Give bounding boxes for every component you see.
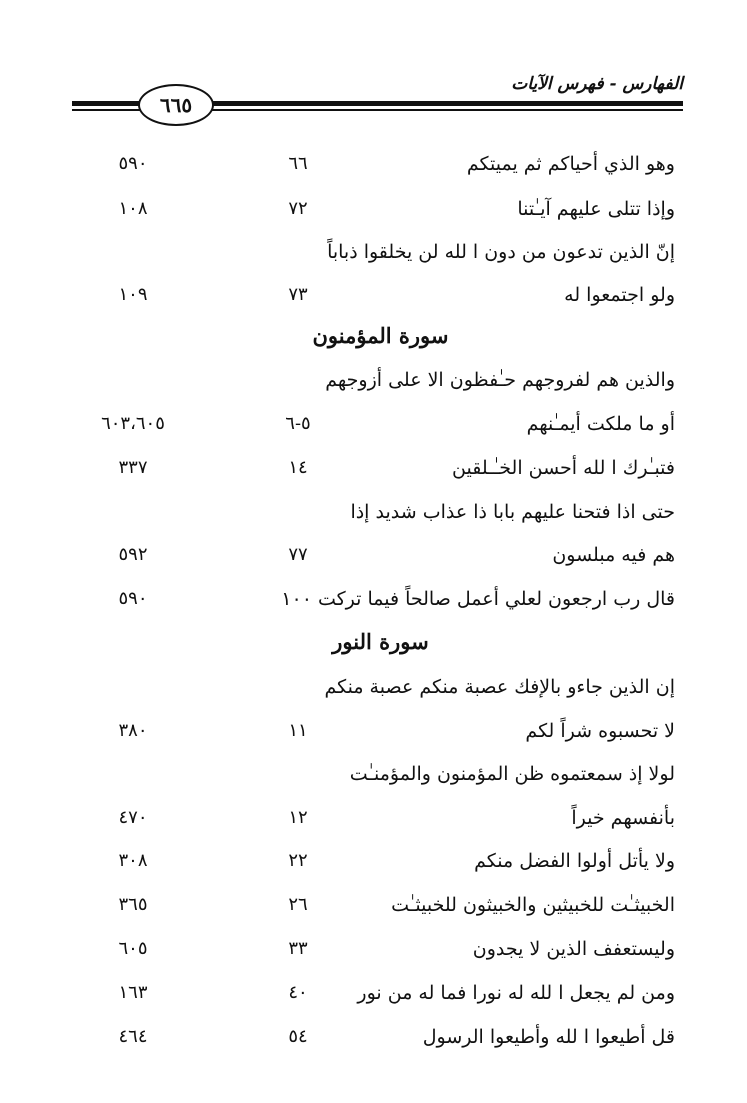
ayah-number: ١١ <box>288 720 308 741</box>
ayah-number: ٣٣ <box>288 938 308 959</box>
ayah-number: ٦٦ <box>288 153 308 174</box>
ayah-number: ٥-٦ <box>285 413 311 434</box>
page-reference: ٤٦٤ <box>118 1026 148 1047</box>
ayah-number: ٤٠ <box>288 982 308 1003</box>
verse-text: قل أطيعوا ا لله وأطيعوا الرسول <box>422 1026 675 1048</box>
list-item <box>0 541 747 581</box>
list-item <box>0 281 747 321</box>
list-item <box>0 498 747 538</box>
verse-text: حتى اذا فتحنا عليهم بابا ذا عذاب شديد إذا <box>350 501 675 523</box>
verse-text: لا تحسبوه شراً لكم <box>525 720 675 742</box>
page-number: ٦٦٥ <box>159 93 193 117</box>
page-reference: ٣٠٨ <box>118 850 148 871</box>
verse-text: ولا يأتل أولوا الفضل منكم <box>474 850 675 872</box>
list-item <box>0 366 747 406</box>
verse-text: لولا إذ سمعتموه ظن المؤمنون والمؤمنـٰت <box>349 763 675 785</box>
list-item <box>0 673 747 713</box>
page-reference: ١٠٩ <box>118 284 148 305</box>
surah-title: سورة النور <box>332 629 429 654</box>
verse-text: والذين هم لفروجهم حـٰفظون الا على أزوجهم <box>325 369 675 391</box>
list-item <box>0 410 747 450</box>
verse-text: أو ما ملكت أيمـٰنهم <box>526 413 675 435</box>
ayah-number: ٧٢ <box>288 198 308 219</box>
verse-text: ومن لم يجعل ا لله له نورا فما له من نور <box>357 982 675 1004</box>
verse-text: وهو الذي أحياكم ثم يميتكم <box>466 153 675 175</box>
verse-text: الخبيثـٰت للخبيثين والخبيثون للخبيثـٰت <box>391 894 675 916</box>
page-reference: ٤٧٠ <box>118 807 148 828</box>
list-item <box>0 195 747 235</box>
list-item <box>0 1023 747 1063</box>
list-item <box>0 585 747 625</box>
page-number-badge <box>138 84 214 126</box>
list-item <box>0 935 747 975</box>
ayah-number: ١٢ <box>288 807 308 828</box>
surah-heading <box>0 628 747 668</box>
page-reference: ٥٩٢ <box>118 544 148 565</box>
list-item <box>0 979 747 1019</box>
verse-text: بأنفسهم خيراً <box>571 807 675 829</box>
page-reference: ١٠٨ <box>118 198 148 219</box>
page-reference: ٣٦٥ <box>118 894 148 915</box>
ayah-number: ٧٣ <box>288 284 308 305</box>
surah-heading <box>0 322 747 362</box>
ayah-number: ٥٤ <box>288 1026 308 1047</box>
page-reference: ٥٩٠ <box>118 153 148 174</box>
verse-text: إن الذين جاءو بالإفك عصبة منكم عصبة منكم <box>324 676 675 698</box>
page-reference: ٣٣٧ <box>118 457 148 478</box>
page-reference: ٦٠٥ <box>118 938 148 959</box>
list-item <box>0 891 747 931</box>
list-item <box>0 760 747 800</box>
list-item <box>0 804 747 844</box>
verse-text: قال رب ارجعون لعلي أعمل صالحاً فيما تركت ١٠٠ <box>281 588 675 610</box>
verse-text: هم فيه مبلسون <box>552 544 675 566</box>
page-reference: ٦٠٣،٦٠٥ <box>101 413 165 434</box>
list-item <box>0 454 747 494</box>
verse-text: وليستعفف الذين لا يجدون <box>472 938 675 960</box>
page-reference: ٣٨٠ <box>118 720 148 741</box>
ayah-number: ١٤ <box>288 457 308 478</box>
ayah-number: ٧٧ <box>288 544 308 565</box>
header-title: الفهارس - فهرس الآيات <box>511 74 683 94</box>
list-item <box>0 238 747 278</box>
list-item <box>0 717 747 757</box>
verse-text: فتبـٰرك ا لله أحسن الخـٰـلقين <box>452 457 675 479</box>
list-item <box>0 847 747 887</box>
page-reference: ١٦٣ <box>118 982 148 1003</box>
surah-title: سورة المؤمنون <box>312 323 449 348</box>
page-reference: ٥٩٠ <box>118 588 148 609</box>
ayah-number: ٢٦ <box>288 894 308 915</box>
verse-text: ولو اجتمعوا له <box>564 284 675 306</box>
ayah-number: ٢٢ <box>288 850 308 871</box>
list-item <box>0 150 747 190</box>
verse-text: وإذا تتلى عليهم آيـٰتنا <box>517 198 675 220</box>
verse-text: إنّ الذين تدعون من دون ا لله لن يخلقوا ذباباً <box>327 241 675 263</box>
